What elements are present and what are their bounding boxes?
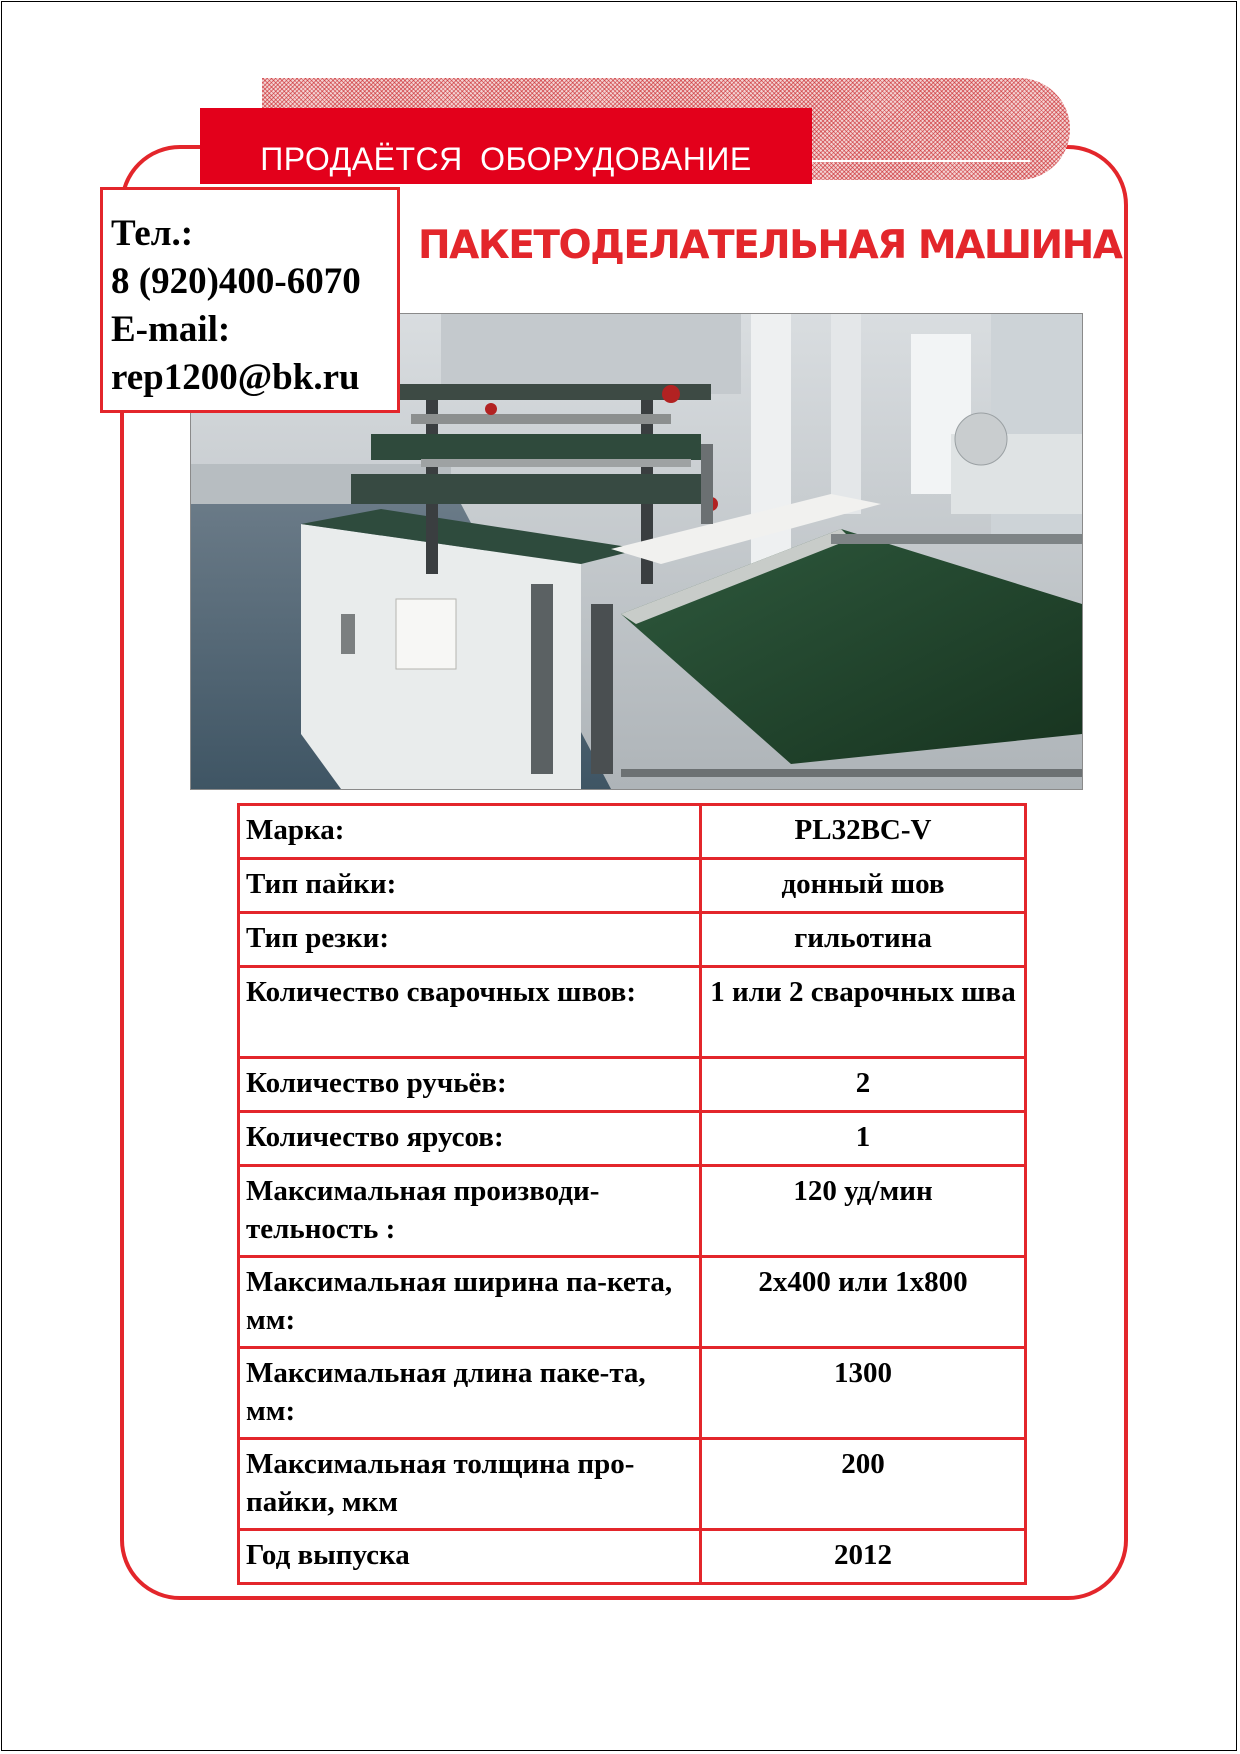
spec-label: Тип резки:: [239, 913, 701, 967]
machine-title: ПАКЕТОДЕЛАТЕЛЬНАЯ МАШИНА: [418, 223, 1122, 268]
spec-row: [239, 1257, 1026, 1348]
spec-label: Марка:: [239, 805, 701, 859]
spec-value: PL32BC-V: [701, 805, 1026, 859]
spec-value: 2х400 или 1х800: [701, 1257, 1026, 1348]
spec-label: Максимальная производи-тельность :: [239, 1166, 701, 1257]
spec-value: 1: [701, 1112, 1026, 1166]
spec-label: Количество сварочных швов:: [239, 967, 701, 1058]
spec-value: 2012: [701, 1530, 1026, 1584]
spec-row: [239, 1166, 1026, 1257]
spec-value: донный шов: [701, 859, 1026, 913]
phone-label: Тел.:: [111, 213, 194, 254]
sale-banner: [200, 108, 812, 184]
spec-label: Максимальная длина паке-та, мм:: [239, 1348, 701, 1439]
spec-value: 2: [701, 1058, 1026, 1112]
spec-value: 1 или 2 сварочных шва: [701, 967, 1026, 1058]
spec-row: [239, 1348, 1026, 1439]
spec-label: Тип пайки:: [239, 859, 701, 913]
email-address: rep1200@bk.ru: [111, 357, 360, 398]
contact-box: [100, 187, 400, 413]
spec-row: [239, 1112, 1026, 1166]
spec-label: Количество ярусов:: [239, 1112, 701, 1166]
spec-row: [239, 1058, 1026, 1112]
spec-label: Максимальная ширина па-кета, мм:: [239, 1257, 701, 1348]
spec-row: [239, 967, 1026, 1058]
spec-row: [239, 859, 1026, 913]
specs-table: [237, 803, 1027, 1585]
spec-value: 1300: [701, 1348, 1026, 1439]
email-label: E-mail:: [111, 309, 231, 350]
spec-row: [239, 805, 1026, 859]
sale-banner-text: ПРОДАЁТСЯ ОБОРУДОВАНИЕ: [260, 141, 752, 177]
phone-number: 8 (920)400-6070: [111, 261, 361, 302]
spec-label: Максимальная толщина про-пайки, мкм: [239, 1439, 701, 1530]
spec-value: 200: [701, 1439, 1026, 1530]
spec-label: Количество ручьёв:: [239, 1058, 701, 1112]
header-band-line: [810, 160, 1030, 162]
spec-value: гильотина: [701, 913, 1026, 967]
spec-label: Год выпуска: [239, 1530, 701, 1584]
spec-row: [239, 1530, 1026, 1584]
spec-row: [239, 1439, 1026, 1530]
spec-row: [239, 913, 1026, 967]
spec-value: 120 уд/мин: [701, 1166, 1026, 1257]
